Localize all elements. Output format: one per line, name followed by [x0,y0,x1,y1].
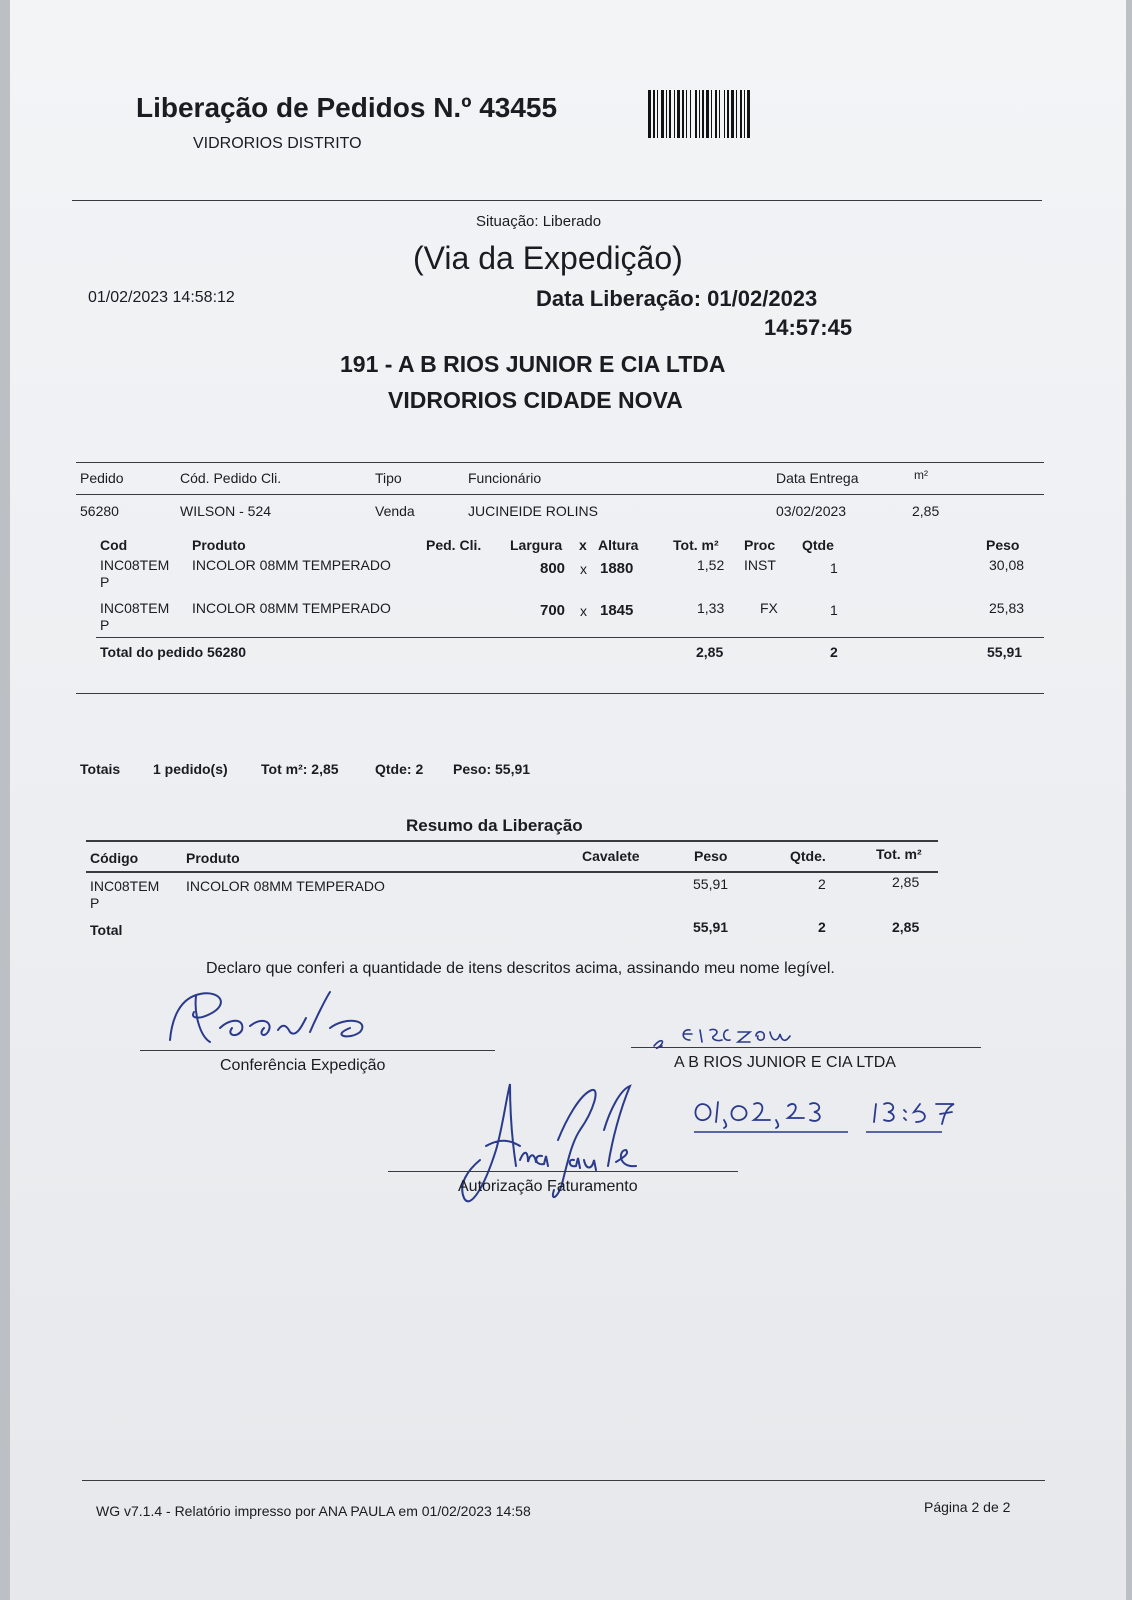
order-total-rule [96,637,1044,638]
col-cod-pedido-cli: Cód. Pedido Cli. [180,470,282,486]
footer-divider [82,1480,1045,1481]
items-col-cod: Cod [100,537,128,553]
col-m2: m² [914,468,928,482]
release-date: Data Liberação: 01/02/2023 [536,286,818,311]
item-qty: 1 [830,560,838,576]
signature-label-autorizacao: Autorização Faturamento [458,1178,638,1195]
summary-title: Resumo da Liberação [406,816,583,835]
barcode-icon [646,88,818,140]
item-product: INCOLOR 08MM TEMPERADO [192,557,391,573]
signature-line-autorizacao [388,1171,738,1172]
summary-col-peso: Peso [694,848,728,864]
items-col-qtde: Qtde [802,537,834,553]
item-x: x [580,603,587,619]
totals-weight: Peso: 55,91 [453,761,531,777]
item-proc: FX [760,600,778,616]
summary-top-rule [86,840,938,842]
col-data-entrega: Data Entrega [776,470,859,486]
print-timestamp: 01/02/2023 14:58:12 [88,289,235,306]
col-pedido: Pedido [80,470,124,486]
summary-col-codigo: Código [90,850,139,866]
items-col-produto: Produto [192,537,246,553]
order-total-m2: 2,85 [696,644,724,660]
signature-line-conferencia [140,1050,495,1051]
item-height: 1845 [600,602,634,619]
summary-total-label: Total [90,922,123,938]
order-total-weight: 55,91 [987,644,1023,660]
signature-line-client [631,1047,981,1048]
item-width: 700 [540,602,566,619]
col-funcionario: Funcionário [468,470,542,486]
totals-qty: Qtde: 2 [375,761,424,777]
handwritten-date [688,1094,988,1138]
items-col-tot-m2: Tot. m² [673,537,719,553]
totals-m2: Tot m²: 2,85 [261,761,339,777]
item-code-cont: P [100,574,110,590]
summary-col-qtde: Qtde. [790,848,826,864]
summary-m2: 2,85 [892,874,920,890]
col-tipo: Tipo [375,470,402,486]
via-title: (Via da Expedição) [413,240,683,276]
document-page [10,0,1126,1600]
items-col-x: x [579,537,587,553]
items-col-proc: Proc [744,537,776,553]
summary-col-tot-m2: Tot. m² [876,846,922,862]
items-col-ped-cli: Ped. Cli. [426,537,482,553]
items-col-peso: Peso [986,537,1020,553]
summary-total-weight: 55,91 [693,919,729,935]
order-m2: 2,85 [912,503,940,519]
summary-header-rule [86,871,938,873]
items-col-largura: Largura [510,537,563,553]
item-qty: 1 [830,602,838,618]
item-height: 1880 [600,560,634,577]
order-total-label: Total do pedido 56280 [100,644,246,660]
item-x: x [580,561,587,577]
order-header-rule [76,494,1044,495]
items-col-altura: Altura [598,537,639,553]
summary-product: INCOLOR 08MM TEMPERADO [186,878,385,894]
summary-code-cont: P [90,895,100,911]
order-table-top-rule [76,462,1044,463]
employee-name: JUCINEIDE ROLINS [468,503,598,519]
order-total-qty: 2 [830,644,838,660]
header-divider [72,200,1042,201]
item-weight: 25,83 [989,600,1025,616]
signature-label-client: A B RIOS JUNIOR E CIA LTDA [674,1054,896,1071]
summary-code: INC08TEM [90,878,160,894]
summary-qty: 2 [818,876,826,892]
status-text: Situação: Liberado [476,213,602,230]
item-code-cont: P [100,617,110,633]
item-weight: 30,08 [989,557,1025,573]
totals-orders: 1 pedido(s) [153,761,228,777]
item-code: INC08TEM [100,557,170,573]
summary-col-cavalete: Cavalete [582,848,640,864]
item-tot-m2: 1,33 [697,600,725,616]
summary-total-qty: 2 [818,919,826,935]
item-product: INCOLOR 08MM TEMPERADO [192,600,391,616]
client-branch: VIDRORIOS CIDADE NOVA [388,387,683,413]
item-tot-m2: 1,52 [697,557,725,573]
footer-page-number: Página 2 de 2 [924,1499,1011,1515]
client-name: 191 - A B RIOS JUNIOR E CIA LTDA [340,351,726,377]
item-width: 800 [540,560,566,577]
order-number: 56280 [80,503,119,519]
totals-label: Totais [80,761,121,777]
document-title: Liberação de Pedidos N.º 43455 [136,92,558,123]
order-type: Venda [375,503,415,519]
summary-total-m2: 2,85 [892,919,920,935]
item-code: INC08TEM [100,600,170,616]
signature-label-conferencia: Conferência Expedição [220,1057,386,1074]
item-proc: INST [744,557,776,573]
company-name: VIDRORIOS DISTRITO [193,135,362,152]
footer-print-info: WG v7.1.4 - Relatório impresso por ANA PAULA em 01/02/2023 14:58 [96,1503,531,1519]
handwritten-signature-paula [150,988,420,1058]
delivery-date: 03/02/2023 [776,503,847,519]
client-order-code: WILSON - 524 [180,503,272,519]
declaration-text: Declaro que conferi a quantidade de itens descritos acima, assinando meu nome legível. [206,960,835,977]
summary-weight: 55,91 [693,876,729,892]
order-table-bottom-rule [76,693,1044,694]
summary-col-produto: Produto [186,850,240,866]
release-time: 14:57:45 [764,315,853,340]
